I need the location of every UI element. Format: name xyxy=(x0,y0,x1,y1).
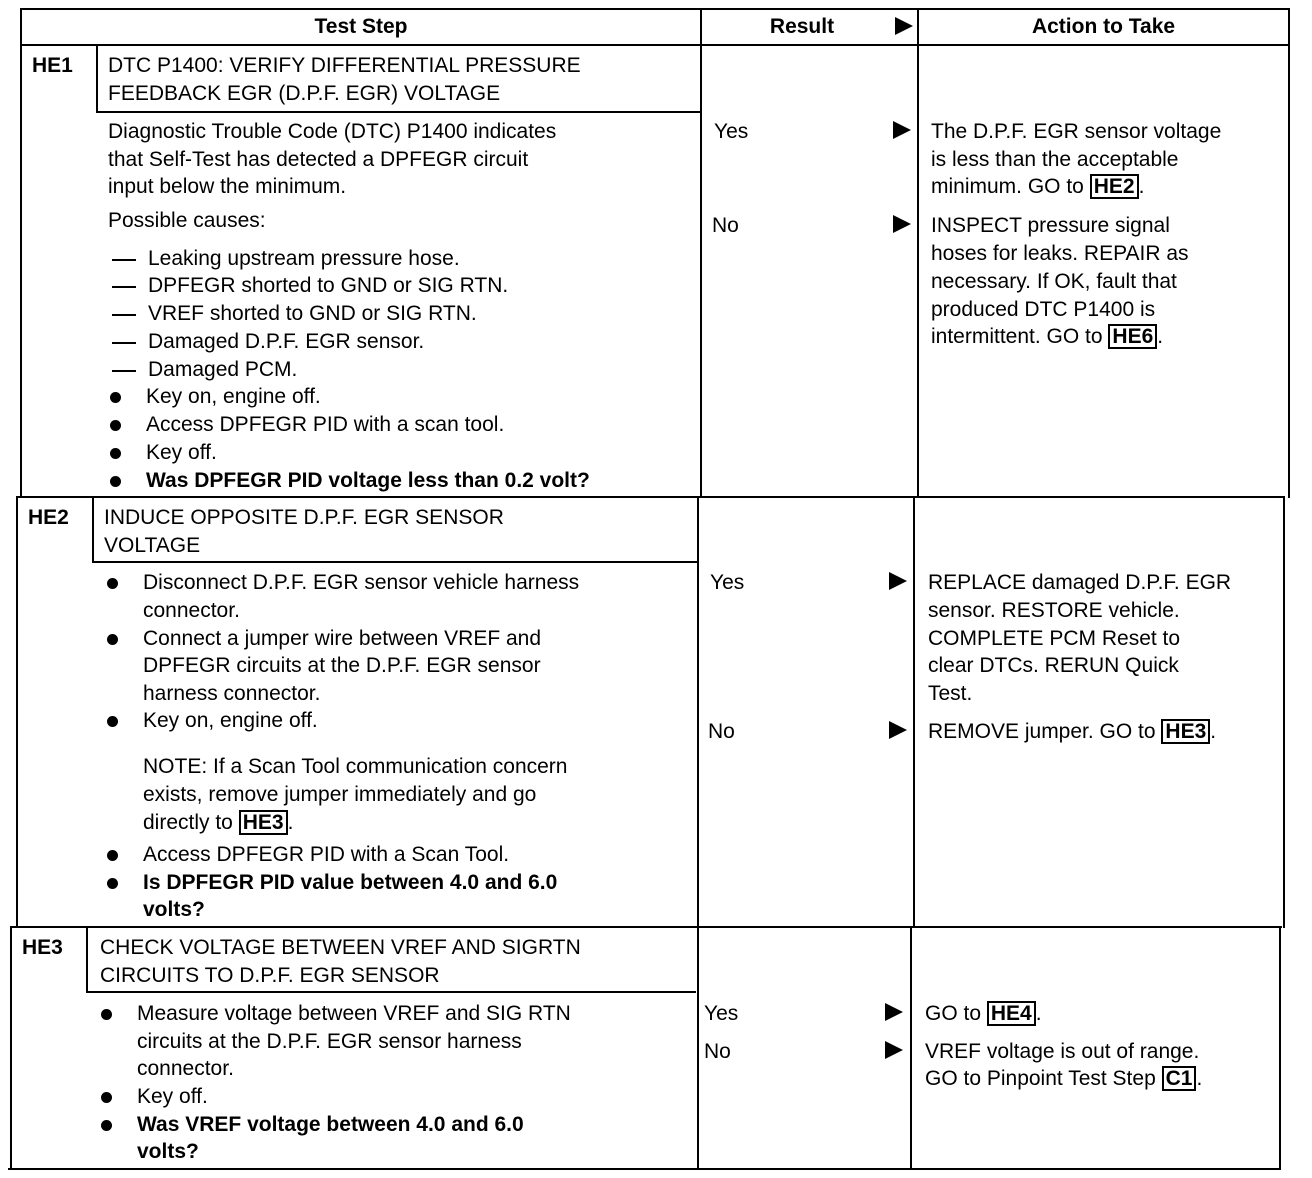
he1-yes-action-text: minimum. GO to xyxy=(931,175,1084,198)
he1-cause-1: Leaking upstream pressure hose. xyxy=(148,247,460,270)
bullet-icon xyxy=(107,716,118,727)
bullet-icon xyxy=(110,392,121,403)
he2-no-action-period: . xyxy=(1210,720,1217,743)
he3-divider xyxy=(10,926,1282,928)
he2-yes-action-line-2: sensor. RESTORE vehicle. xyxy=(928,599,1180,622)
result-action-separator xyxy=(917,8,919,498)
he2-step3: Key on, engine off. xyxy=(143,709,318,732)
dash-icon xyxy=(112,370,136,372)
he1-cause-4: Damaged D.P.F. EGR sensor. xyxy=(148,330,425,353)
he2-question-line-1: Is DPFEGR PID value between 4.0 and 6.0 xyxy=(143,871,558,894)
he1-question: Was DPFEGR PID voltage less than 0.2 volt? xyxy=(146,469,590,492)
he2-note-line-3 xyxy=(143,809,293,837)
he2-no-ref-link[interactable]: HE3 xyxy=(1161,719,1210,744)
he3-yes: Yes xyxy=(704,1002,739,1025)
dash-icon xyxy=(112,342,136,344)
he1-causes-label: Possible causes: xyxy=(108,209,266,232)
he3-yes-action xyxy=(925,1000,1042,1028)
he1-id: HE1 xyxy=(32,54,73,77)
right-border-2 xyxy=(1283,496,1285,928)
header-action: Action to Take xyxy=(1031,15,1176,38)
left-border-2 xyxy=(16,496,18,928)
he2-yes-arrow-icon xyxy=(889,572,907,590)
he3-question-line-2: volts? xyxy=(137,1140,199,1163)
he2-note-ref-link[interactable]: HE3 xyxy=(239,810,288,835)
he1-no-action-text: intermittent. GO to xyxy=(931,325,1103,348)
header-arrow-icon xyxy=(895,17,913,35)
he2-note-line-2: exists, remove jumper immediately and go xyxy=(143,783,537,806)
result-action-separator-3 xyxy=(910,926,912,1170)
he2-step2-line-2: DPFEGR circuits at the D.P.F. EGR sensor xyxy=(143,654,541,677)
he2-divider xyxy=(16,496,1284,498)
header-test-step: Test Step xyxy=(314,15,408,38)
table-border-top xyxy=(20,8,1290,10)
he1-no-action-line-5 xyxy=(931,323,1163,351)
dash-icon xyxy=(112,286,136,288)
he1-no-action-line-4: produced DTC P1400 is xyxy=(931,298,1156,321)
step-result-separator xyxy=(700,8,702,498)
he1-cause-3: VREF shorted to GND or SIG RTN. xyxy=(148,302,477,325)
dash-icon xyxy=(112,314,136,316)
bullet-icon xyxy=(107,578,118,589)
left-border-1 xyxy=(20,8,22,498)
he1-cause-5: Damaged PCM. xyxy=(148,358,298,381)
he3-no-arrow-icon xyxy=(885,1041,903,1059)
right-border-3 xyxy=(1279,926,1281,1170)
he1-no-action-line-3: necessary. If OK, fault that xyxy=(931,270,1177,293)
he1-yes-arrow-icon xyxy=(893,121,911,139)
he1-desc-line-2: that Self-Test has detected a DPFEGR circuit xyxy=(108,148,529,171)
he3-no-action-text: GO to Pinpoint Test Step xyxy=(925,1067,1156,1090)
he1-title-line-1: DTC P1400: VERIFY DIFFERENTIAL PRESSURE xyxy=(108,54,581,77)
bullet-icon xyxy=(101,1009,112,1020)
step-result-separator-2 xyxy=(697,496,699,1170)
table-border-bottom xyxy=(8,1168,1280,1170)
bullet-icon xyxy=(107,850,118,861)
he3-step1-line-2: circuits at the D.P.F. EGR sensor harness xyxy=(137,1030,522,1053)
he3-no: No xyxy=(704,1040,731,1063)
he2-no-arrow-icon xyxy=(889,721,907,739)
he1-yes-action-line-2: is less than the acceptable xyxy=(931,148,1179,171)
he3-no-ref-link[interactable]: C1 xyxy=(1162,1066,1197,1091)
he2-note-period: . xyxy=(287,811,294,834)
he3-step2: Key off. xyxy=(137,1085,208,1108)
right-border-1 xyxy=(1288,8,1290,498)
he2-note-line-1: NOTE: If a Scan Tool communication concern xyxy=(143,755,568,778)
he1-desc-line-3: input below the minimum. xyxy=(108,175,347,198)
he3-yes-action-period: . xyxy=(1035,1002,1042,1025)
he2-title-line-1: INDUCE OPPOSITE D.P.F. EGR SENSOR xyxy=(104,506,504,529)
he1-cause-2: DPFEGR shorted to GND or SIG RTN. xyxy=(148,274,509,297)
he3-id-separator xyxy=(86,926,88,993)
he2-yes: Yes xyxy=(710,571,745,594)
he2-title-line-2: VOLTAGE xyxy=(104,534,201,557)
he1-id-separator xyxy=(96,44,98,113)
he1-title-underline xyxy=(96,111,700,113)
he3-title-line-2: CIRCUITS TO D.P.F. EGR SENSOR xyxy=(100,964,440,987)
he1-yes: Yes xyxy=(714,120,749,143)
he1-step-1: Key on, engine off. xyxy=(146,385,321,408)
he1-no-action-period: . xyxy=(1157,325,1164,348)
dash-icon xyxy=(112,259,136,261)
he1-no-ref-link[interactable]: HE6 xyxy=(1108,324,1157,349)
he2-yes-action-line-1: REPLACE damaged D.P.F. EGR xyxy=(928,571,1232,594)
he2-step4: Access DPFEGR PID with a Scan Tool. xyxy=(143,843,510,866)
he3-yes-ref-link[interactable]: HE4 xyxy=(987,1001,1036,1026)
he3-yes-arrow-icon xyxy=(885,1003,903,1021)
he1-title-line-2: FEEDBACK EGR (D.P.F. EGR) VOLTAGE xyxy=(108,82,501,105)
he1-yes-action-line-3 xyxy=(931,173,1144,201)
he2-no-action xyxy=(928,718,1216,746)
he2-id: HE2 xyxy=(28,506,69,529)
he3-title-underline xyxy=(86,991,696,993)
he1-no-arrow-icon xyxy=(893,215,911,233)
he3-no-action-period: . xyxy=(1196,1067,1203,1090)
he3-step1-line-3: connector. xyxy=(137,1057,234,1080)
bullet-icon xyxy=(110,420,121,431)
he2-id-separator xyxy=(92,496,94,563)
header-divider xyxy=(20,44,1290,46)
bullet-icon xyxy=(110,448,121,459)
bullet-icon xyxy=(107,878,118,889)
he1-yes-action-line-1: The D.P.F. EGR sensor voltage xyxy=(931,120,1222,143)
he3-no-action-line-1: VREF voltage is out of range. xyxy=(925,1040,1200,1063)
he3-id: HE3 xyxy=(22,936,63,959)
he1-yes-action-period: . xyxy=(1138,175,1145,198)
he3-step1-line-1: Measure voltage between VREF and SIG RTN xyxy=(137,1002,571,1025)
he2-note-text: directly to xyxy=(143,811,233,834)
he1-step-2: Access DPFEGR PID with a scan tool. xyxy=(146,413,505,436)
bullet-icon xyxy=(101,1092,112,1103)
he2-step2-line-1: Connect a jumper wire between VREF and xyxy=(143,627,542,650)
he2-no: No xyxy=(708,720,735,743)
result-action-separator-2 xyxy=(913,496,915,928)
he2-yes-action-line-5: Test. xyxy=(928,682,973,705)
he1-desc-line-1: Diagnostic Trouble Code (DTC) P1400 indicates xyxy=(108,120,557,143)
header-result: Result xyxy=(769,15,835,38)
he3-question-line-1: Was VREF voltage between 4.0 and 6.0 xyxy=(137,1113,524,1136)
left-border-3 xyxy=(10,926,12,1170)
bullet-icon xyxy=(110,476,121,487)
he2-step1-line-1: Disconnect D.P.F. EGR sensor vehicle harness xyxy=(143,571,580,594)
he1-no-action-line-1: INSPECT pressure signal xyxy=(931,214,1170,237)
he2-question-line-2: volts? xyxy=(143,898,205,921)
he1-no: No xyxy=(712,214,739,237)
bullet-icon xyxy=(101,1120,112,1131)
he1-yes-ref-link[interactable]: HE2 xyxy=(1090,174,1139,199)
he2-yes-action-line-4: clear DTCs. RERUN Quick xyxy=(928,654,1179,677)
he1-step-3: Key off. xyxy=(146,441,217,464)
he2-step2-line-3: harness connector. xyxy=(143,682,321,705)
he3-no-action-line-2 xyxy=(925,1065,1202,1093)
he3-yes-action-text: GO to xyxy=(925,1002,982,1025)
he2-yes-action-line-3: COMPLETE PCM Reset to xyxy=(928,627,1181,650)
bullet-icon xyxy=(107,634,118,645)
he2-step1-line-2: connector. xyxy=(143,599,240,622)
he3-title-line-1: CHECK VOLTAGE BETWEEN VREF AND SIGRTN xyxy=(100,936,581,959)
he2-title-underline xyxy=(92,561,698,563)
he2-no-action-text: REMOVE jumper. GO to xyxy=(928,720,1156,743)
he1-no-action-line-2: hoses for leaks. REPAIR as xyxy=(931,242,1189,265)
